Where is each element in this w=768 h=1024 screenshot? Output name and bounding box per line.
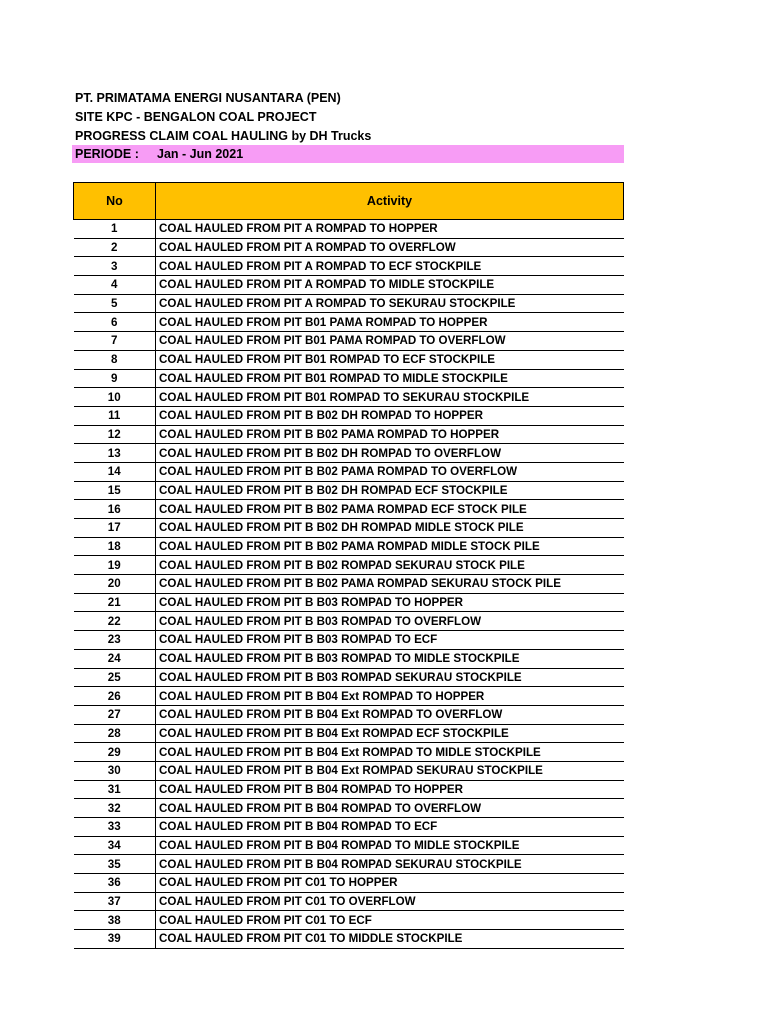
row-activity: COAL HAULED FROM PIT B B04 ROMPAD TO OVERFLOW [156, 799, 624, 818]
periode-value: Jan - Jun 2021 [157, 147, 244, 161]
table-row [74, 668, 624, 687]
table-row [74, 332, 624, 351]
row-number: 28 [74, 724, 156, 743]
table-row [74, 519, 624, 538]
table-row [74, 406, 624, 425]
row-activity: COAL HAULED FROM PIT B B04 Ext ROMPAD TO OVERFLOW [156, 705, 624, 724]
row-activity: COAL HAULED FROM PIT C01 TO MIDDLE STOCKPILE [156, 930, 624, 949]
row-number: 20 [74, 575, 156, 594]
row-activity: COAL HAULED FROM PIT B B02 DH ROMPAD MIDLE STOCK PILE [156, 519, 624, 538]
table-row [74, 836, 624, 855]
row-activity: COAL HAULED FROM PIT A ROMPAD TO MIDLE STOCKPILE [156, 276, 624, 295]
row-number: 7 [74, 332, 156, 351]
table-row [74, 313, 624, 332]
table-row [74, 649, 624, 668]
row-number: 22 [74, 612, 156, 631]
table-row [74, 743, 624, 762]
table-row [74, 369, 624, 388]
row-activity: COAL HAULED FROM PIT C01 TO HOPPER [156, 874, 624, 893]
table-row [74, 593, 624, 612]
row-number: 30 [74, 761, 156, 780]
table-row [74, 276, 624, 295]
row-number: 38 [74, 911, 156, 930]
row-activity: COAL HAULED FROM PIT B B04 ROMPAD SEKURAU STOCKPILE [156, 855, 624, 874]
row-number: 4 [74, 276, 156, 295]
row-activity: COAL HAULED FROM PIT A ROMPAD TO HOPPER [156, 220, 624, 239]
row-number: 1 [74, 220, 156, 239]
table-row [74, 500, 624, 519]
table-row [74, 799, 624, 818]
table-row [74, 631, 624, 650]
table-row [74, 818, 624, 837]
row-number: 3 [74, 257, 156, 276]
table-row [74, 892, 624, 911]
table-row [74, 444, 624, 463]
row-activity: COAL HAULED FROM PIT B B04 Ext ROMPAD TO HOPPER [156, 687, 624, 706]
table-header-row [74, 183, 624, 220]
row-activity: COAL HAULED FROM PIT B B04 ROMPAD TO MIDLE STOCKPILE [156, 836, 624, 855]
table-row [74, 575, 624, 594]
row-activity: COAL HAULED FROM PIT C01 TO OVERFLOW [156, 892, 624, 911]
row-number: 36 [74, 874, 156, 893]
table-row [74, 874, 624, 893]
row-number: 11 [74, 406, 156, 425]
row-activity: COAL HAULED FROM PIT B01 ROMPAD TO SEKURAU STOCKPILE [156, 388, 624, 407]
row-activity: COAL HAULED FROM PIT B01 ROMPAD TO MIDLE STOCKPILE [156, 369, 624, 388]
periode-label: PERIODE : [75, 147, 139, 161]
row-number: 18 [74, 537, 156, 556]
row-number: 14 [74, 462, 156, 481]
row-number: 10 [74, 388, 156, 407]
row-activity: COAL HAULED FROM PIT B B04 Ext ROMPAD TO MIDLE STOCKPILE [156, 743, 624, 762]
row-activity: COAL HAULED FROM PIT B01 PAMA ROMPAD TO HOPPER [156, 313, 624, 332]
row-number: 29 [74, 743, 156, 762]
row-number: 21 [74, 593, 156, 612]
row-number: 39 [74, 930, 156, 949]
document-title: PROGRESS CLAIM COAL HAULING by DH Trucks [75, 129, 372, 143]
row-number: 37 [74, 892, 156, 911]
row-number: 17 [74, 519, 156, 538]
row-number: 13 [74, 444, 156, 463]
table-row [74, 761, 624, 780]
row-number: 9 [74, 369, 156, 388]
company-name: PT. PRIMATAMA ENERGI NUSANTARA (PEN) [75, 91, 341, 105]
row-number: 19 [74, 556, 156, 575]
table-row [74, 687, 624, 706]
periode-bar [72, 145, 624, 163]
row-activity: COAL HAULED FROM PIT B B04 Ext ROMPAD SEKURAU STOCKPILE [156, 761, 624, 780]
activity-table [73, 182, 624, 949]
row-activity: COAL HAULED FROM PIT A ROMPAD TO ECF STOCKPILE [156, 257, 624, 276]
table-row [74, 388, 624, 407]
row-number: 26 [74, 687, 156, 706]
table-row [74, 780, 624, 799]
table-body [74, 220, 624, 949]
row-number: 27 [74, 705, 156, 724]
row-number: 34 [74, 836, 156, 855]
table-row [74, 220, 624, 239]
row-activity: COAL HAULED FROM PIT B B03 ROMPAD TO OVERFLOW [156, 612, 624, 631]
row-activity: COAL HAULED FROM PIT B B03 ROMPAD TO ECF [156, 631, 624, 650]
table-row [74, 930, 624, 949]
table-row [74, 705, 624, 724]
row-activity: COAL HAULED FROM PIT B B02 PAMA ROMPAD SEKURAU STOCK PILE [156, 575, 624, 594]
table-row [74, 294, 624, 313]
table-row [74, 556, 624, 575]
row-number: 31 [74, 780, 156, 799]
table-row [74, 911, 624, 930]
table-row [74, 350, 624, 369]
table-row [74, 257, 624, 276]
table-row [74, 425, 624, 444]
row-number: 15 [74, 481, 156, 500]
row-activity: COAL HAULED FROM PIT B B03 ROMPAD TO MIDLE STOCKPILE [156, 649, 624, 668]
row-activity: COAL HAULED FROM PIT B B04 Ext ROMPAD ECF STOCKPILE [156, 724, 624, 743]
column-header-no: No [74, 183, 156, 220]
row-activity: COAL HAULED FROM PIT B B02 DH ROMPAD TO HOPPER [156, 406, 624, 425]
row-number: 24 [74, 649, 156, 668]
table-row [74, 537, 624, 556]
row-number: 5 [74, 294, 156, 313]
row-number: 8 [74, 350, 156, 369]
row-number: 35 [74, 855, 156, 874]
table-row [74, 238, 624, 257]
document-header [75, 89, 371, 146]
row-activity: COAL HAULED FROM PIT B B04 ROMPAD TO HOPPER [156, 780, 624, 799]
column-header-activity: Activity [156, 183, 624, 220]
row-number: 33 [74, 818, 156, 837]
row-activity: COAL HAULED FROM PIT B B02 PAMA ROMPAD TO HOPPER [156, 425, 624, 444]
table-row [74, 855, 624, 874]
table-row [74, 612, 624, 631]
row-activity: COAL HAULED FROM PIT B B02 ROMPAD SEKURAU STOCK PILE [156, 556, 624, 575]
row-activity: COAL HAULED FROM PIT B01 PAMA ROMPAD TO OVERFLOW [156, 332, 624, 351]
site-name: SITE KPC - BENGALON COAL PROJECT [75, 110, 317, 124]
table-row [74, 481, 624, 500]
row-activity: COAL HAULED FROM PIT A ROMPAD TO SEKURAU STOCKPILE [156, 294, 624, 313]
row-activity: COAL HAULED FROM PIT B B02 PAMA ROMPAD TO OVERFLOW [156, 462, 624, 481]
row-number: 2 [74, 238, 156, 257]
row-number: 25 [74, 668, 156, 687]
row-number: 12 [74, 425, 156, 444]
row-activity: COAL HAULED FROM PIT B01 ROMPAD TO ECF STOCKPILE [156, 350, 624, 369]
row-activity: COAL HAULED FROM PIT A ROMPAD TO OVERFLOW [156, 238, 624, 257]
row-activity: COAL HAULED FROM PIT C01 TO ECF [156, 911, 624, 930]
row-activity: COAL HAULED FROM PIT B B03 ROMPAD SEKURAU STOCKPILE [156, 668, 624, 687]
row-activity: COAL HAULED FROM PIT B B02 DH ROMPAD ECF STOCKPILE [156, 481, 624, 500]
row-number: 23 [74, 631, 156, 650]
table-row [74, 462, 624, 481]
row-activity: COAL HAULED FROM PIT B B02 PAMA ROMPAD MIDLE STOCK PILE [156, 537, 624, 556]
row-number: 16 [74, 500, 156, 519]
row-activity: COAL HAULED FROM PIT B B02 PAMA ROMPAD ECF STOCK PILE [156, 500, 624, 519]
row-activity: COAL HAULED FROM PIT B B04 ROMPAD TO ECF [156, 818, 624, 837]
table-row [74, 724, 624, 743]
row-number: 6 [74, 313, 156, 332]
row-activity: COAL HAULED FROM PIT B B02 DH ROMPAD TO OVERFLOW [156, 444, 624, 463]
row-number: 32 [74, 799, 156, 818]
row-activity: COAL HAULED FROM PIT B B03 ROMPAD TO HOPPER [156, 593, 624, 612]
